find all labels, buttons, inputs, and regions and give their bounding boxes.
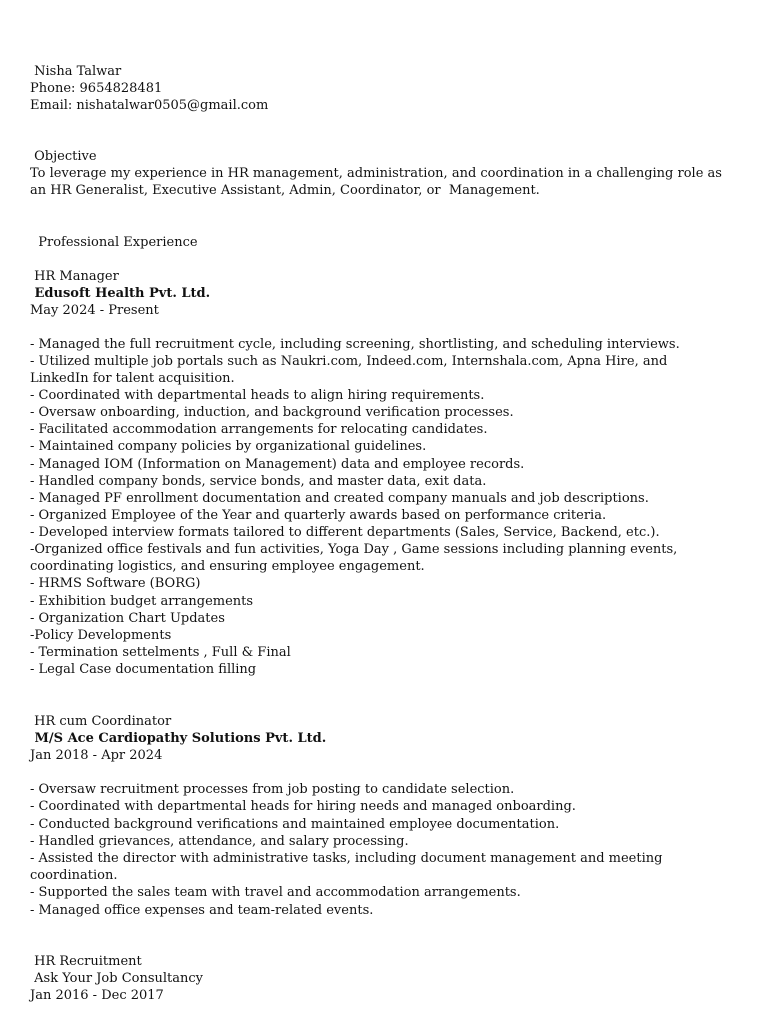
job-title: HR Manager (30, 269, 119, 284)
job-bullet: coordination. (30, 868, 118, 883)
email-line: Email: nishatalwar0505@gmail.com (30, 98, 269, 113)
job-bullet: - HRMS Software (BORG) (30, 576, 201, 591)
job-dates: Jan 2018 - Apr 2024 (30, 748, 163, 763)
job-bullet: - Managed PF enrollment documentation and created company manuals and job descriptions. (30, 491, 649, 506)
job-bullet: - Handled company bonds, service bonds, and master data, exit data. (30, 474, 487, 489)
company-name: Ask Your Job Consultancy (30, 971, 204, 986)
job-bullet: - Assisted the director with administrative tasks, including document management and meeting (30, 851, 663, 866)
phone-line: Phone: 9654828481 (30, 81, 163, 96)
objective-text-line: To leverage my experience in HR management, administration, and coordination in a challenging role as (30, 166, 722, 181)
experience-heading: Professional Experience (30, 235, 198, 250)
job-dates: Jan 2016 - Dec 2017 (30, 988, 164, 1003)
job-bullet: - Developed interview formats tailored to different departments (Sales, Service, Backend, etc.). (30, 525, 660, 540)
job-bullet: - Managed office expenses and team-related events. (30, 903, 374, 918)
job-bullet: - Oversaw onboarding, induction, and background verification processes. (30, 405, 514, 420)
job-bullet: - Supported the sales team with travel and accommodation arrangements. (30, 885, 521, 900)
job-bullet: - Organized Employee of the Year and quarterly awards based on performance criteria. (30, 508, 607, 523)
job-bullet: - Managed the full recruitment cycle, including screening, shortlisting, and scheduling interviews. (30, 337, 680, 352)
job-bullet: -Organized office festivals and fun activities, Yoga Day , Game sessions including planning events, (30, 542, 678, 557)
job-bullet: - Coordinated with departmental heads for hiring needs and managed onboarding. (30, 799, 576, 814)
company-name: M/S Ace Cardiopathy Solutions Pvt. Ltd. (30, 731, 327, 746)
job-bullet: -Policy Developments (30, 628, 172, 643)
objective-heading: Objective (30, 149, 97, 164)
job-title: HR cum Coordinator (30, 714, 172, 729)
job-bullet: - Exhibition budget arrangements (30, 594, 254, 609)
job-bullet: - Termination settelments , Full & Final (30, 645, 291, 660)
job-title: HR Recruitment (30, 954, 142, 969)
job-bullet: - Organization Chart Updates (30, 611, 225, 626)
objective-text-line: an HR Generalist, Executive Assistant, Admin, Coordinator, or Management. (30, 183, 540, 198)
job-bullet: - Facilitated accommodation arrangements for relocating candidates. (30, 422, 488, 437)
candidate-name: Nisha Talwar (30, 64, 122, 79)
job-bullet: - Legal Case documentation filling (30, 662, 257, 677)
job-bullet: - Coordinated with departmental heads to align hiring requirements. (30, 388, 485, 403)
job-bullet: - Maintained company policies by organizational guidelines. (30, 439, 427, 454)
job-bullet: - Utilized multiple job portals such as Naukri.com, Indeed.com, Internshala.com, Apna Hire, and (30, 354, 668, 369)
job-bullet: coordinating logistics, and ensuring employee engagement. (30, 559, 425, 574)
job-bullet: LinkedIn for talent acquisition. (30, 371, 235, 386)
company-name: Edusoft Health Pvt. Ltd. (30, 286, 211, 301)
job-bullet: - Conducted background verifications and maintained employee documentation. (30, 817, 560, 832)
job-bullet: - Managed IOM (Information on Management) data and employee records. (30, 457, 525, 472)
job-bullet: - Oversaw recruitment processes from job posting to candidate selection. (30, 782, 515, 797)
job-bullet: - Handled grievances, attendance, and salary processing. (30, 834, 409, 849)
job-dates: May 2024 - Present (30, 303, 159, 318)
